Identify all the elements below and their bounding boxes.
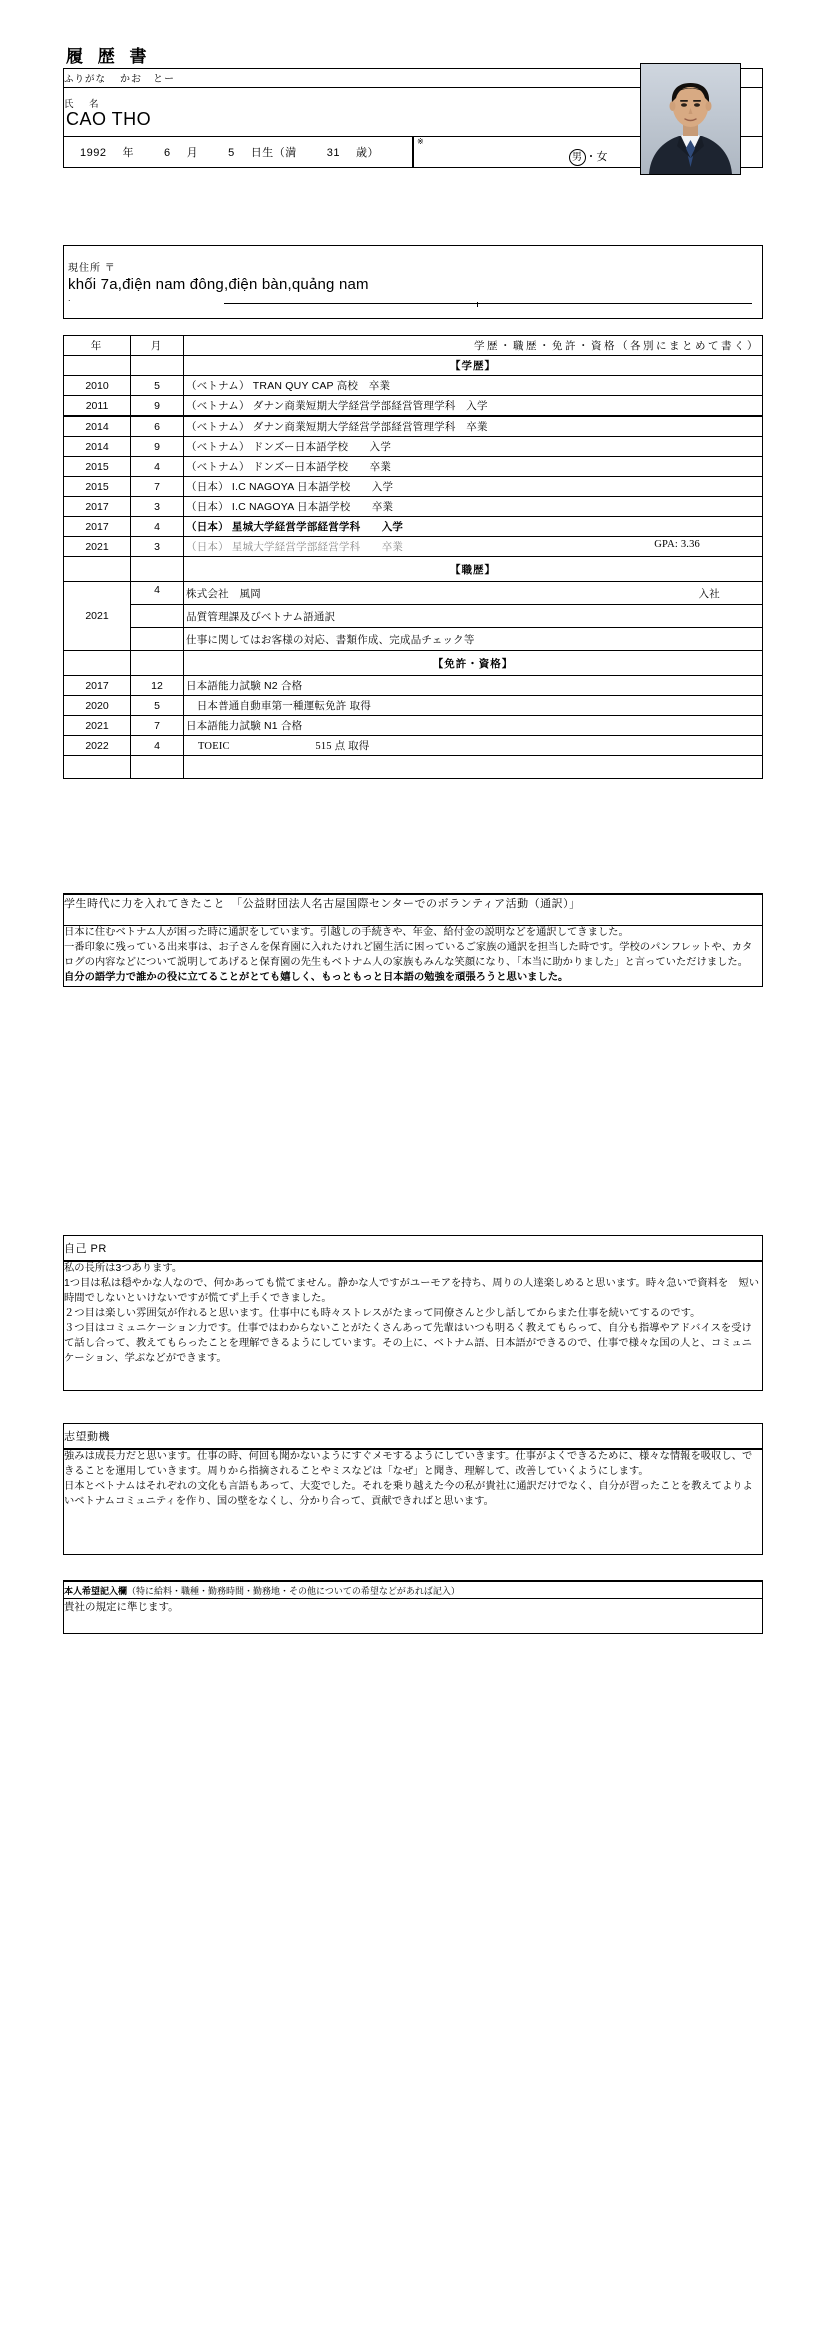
portrait-photo	[641, 64, 740, 174]
dob-text	[64, 147, 379, 159]
motivation-paragraph-1: 強みは成長力だと思います。仕事の時、何回も聞かないようにすぐメモするようにしていきます。仕事がよくできるために、様々な情報を吸収し、できることを運用していきます。周りから指摘されることやミスなどは「なぜ」と聞き、理解して、改善していくようにします。	[64, 1451, 753, 1477]
dob-cell	[64, 137, 414, 168]
table-row	[64, 537, 763, 557]
student-activity-closing: 自分の語学力で誰かの役に立てることがとても嬉しく、もっともっと日本語の勉強を頑張ろうと思いました。	[64, 971, 569, 983]
row-month: 4	[131, 736, 184, 756]
job-company-name: 株式会社 風岡	[186, 587, 261, 600]
table-row	[64, 736, 763, 756]
table-row	[64, 716, 763, 736]
table-row	[64, 376, 763, 396]
row-year: 2011	[64, 396, 131, 417]
row-year: 2014	[64, 437, 131, 457]
job-month-empty	[131, 605, 184, 628]
self-pr-paragraph-1: 私の長所は3つあります。	[64, 1263, 183, 1274]
empty-month	[131, 756, 184, 779]
empty-month	[131, 557, 184, 582]
table-row	[64, 582, 763, 605]
self-pr-body-row	[64, 1261, 763, 1391]
address-sub-line	[64, 293, 762, 307]
row-description	[184, 537, 763, 557]
self-pr-body	[64, 1261, 763, 1391]
row-month: 4	[131, 517, 184, 537]
wish-value: 貴社の規定に準じます。	[64, 1599, 763, 1634]
empty-month	[131, 356, 184, 376]
self-pr-title-row	[64, 1236, 763, 1262]
photo-frame	[640, 63, 741, 175]
row-year: 2020	[64, 696, 131, 716]
table-row	[64, 628, 763, 651]
row-description: （ベトナム） ドンズー日本語学校 入学	[184, 437, 763, 457]
empty-year	[64, 756, 131, 779]
row-year: 2021	[64, 716, 131, 736]
row-month: 3	[131, 497, 184, 517]
self-pr-block	[63, 1235, 763, 1391]
row-description: （ベトナム） ドンズー日本語学校 卒業	[184, 457, 763, 477]
wish-block	[63, 1580, 763, 1634]
row-description-text: （日本） 星城大学経営学部経営学科 卒業	[186, 541, 404, 553]
gpa-value: GPA: 3.36	[654, 539, 700, 550]
sex-male-selected[interactable]: 男	[569, 149, 586, 166]
row-year: 2015	[64, 477, 131, 497]
wish-title: 本人希望記入欄	[64, 1585, 128, 1596]
row-month: 7	[131, 716, 184, 736]
row-description: （ベトナム） TRAN QUY CAP 高校 卒業	[184, 376, 763, 396]
table-row	[64, 396, 763, 417]
row-year: 2015	[64, 457, 131, 477]
student-activity-block	[63, 893, 763, 987]
name-value: CAO THO	[66, 108, 152, 129]
history-table	[63, 335, 763, 779]
section-heading-row-education	[64, 356, 763, 376]
dob-day-suffix: 日生（満	[250, 147, 297, 159]
toeic-score: 515 点 取得	[315, 741, 370, 752]
row-description: （日本） I.C NAGOYA 日本語学校 卒業	[184, 497, 763, 517]
motivation-paragraph-2: 日本とベトナムはそれぞれの文化も言語もあって、大変でした。それを乗り越えた今の私が貴社に通訳だけでなく、自分が習ったことを教えてよりよいベトナムコミュニティを作り、国の壁をなくし、分かり合って、貢献できればと思います。	[64, 1480, 753, 1507]
row-year: 2014	[64, 416, 131, 437]
motivation-body	[64, 1449, 763, 1555]
empty-year	[64, 557, 131, 582]
wish-body-row	[64, 1599, 763, 1634]
student-activity-paragraph-2: 一番印象に残っている出来事は、お子さんを保育園に入れたけれど園生活に困っているご家族の通訳を担当した時です。学校のパンフレットや、カタログの内容などについて説明してあげると保育園の先生もベトナム人の家族もみんな笑顔になり、「本当に助かりました」と言っていただけました。	[64, 941, 753, 968]
address-row	[64, 246, 763, 319]
table-row	[64, 457, 763, 477]
student-activity-body	[64, 926, 763, 987]
row-year: 2010	[64, 376, 131, 396]
student-activity-title: 学生時代に力を入れてきたこと 「公益財団法人名古屋国際センターでのボランティア活動（通訳）」	[64, 894, 763, 926]
row-description: 日本語能力試験 N2 合格	[184, 676, 763, 696]
table-row	[64, 517, 763, 537]
address-sub-text: .	[68, 293, 71, 303]
sex-separator: ・	[585, 150, 597, 163]
job-duties: 仕事に関してはお客様の対応、書類作成、完成品チェック等	[184, 628, 763, 651]
student-activity-table	[63, 893, 763, 987]
dob-year-unit: 年	[122, 147, 134, 159]
dob-age: 31	[326, 147, 340, 159]
dob-month-unit: 月	[186, 147, 199, 159]
job-year: 2021	[64, 582, 131, 651]
header-month: 月	[131, 336, 184, 356]
table-row	[64, 605, 763, 628]
history-block	[63, 335, 763, 779]
row-month: 3	[131, 537, 184, 557]
table-row	[64, 416, 763, 437]
motivation-table	[63, 1423, 763, 1555]
self-pr-paragraph-3: ２つ目は楽しい雰囲気が作れると思います。仕事中にも時々ストレスがたまって同僚さんと少し話してからまた仕事を続いてするのです。	[64, 1307, 701, 1319]
dob-month: 6	[163, 147, 171, 159]
student-activity-paragraph-1: 日本に住むベトナム人が困った時に通訳をしています。引越しの手続きや、年金、給付金の説明などを通訳してきました。	[64, 927, 629, 938]
motivation-body-row	[64, 1449, 763, 1555]
header-year: 年	[64, 336, 131, 356]
row-description: 日本語能力試験 N1 合格	[184, 716, 763, 736]
job-month: 4	[131, 582, 184, 605]
row-month: 6	[131, 416, 184, 437]
table-row	[64, 437, 763, 457]
empty-month	[131, 651, 184, 676]
table-row	[64, 696, 763, 716]
job-company-row	[184, 582, 763, 605]
row-description: （ベトナム） ダナン商業短期大学経営学部経営管理学科 入学	[184, 396, 763, 417]
self-pr-paragraph-2: 1つ目は私は穏やかな人なので、何かあっても慌てません。静かな人ですがユーモアを持ち、周りの人達楽しめると思います。時々急いで資料を 短い時間でしないといけないですが慌てず上手くできました。	[64, 1277, 760, 1304]
section-heading-row-license	[64, 651, 763, 676]
section-heading-license: 【免許・資格】	[184, 651, 763, 676]
self-pr-table	[63, 1235, 763, 1391]
reference-mark-icon: ※	[417, 137, 424, 146]
wish-title-cell	[64, 1581, 763, 1599]
page-title: 履 歴 書	[66, 47, 152, 66]
job-month-empty	[131, 628, 184, 651]
row-description: （日本） 星城大学経営学部経営学科 入学	[184, 517, 763, 537]
history-header-row	[64, 336, 763, 356]
row-month: 12	[131, 676, 184, 696]
row-month: 9	[131, 437, 184, 457]
furigana-label: ふりがな	[64, 74, 107, 85]
address-rule	[224, 303, 752, 304]
address-value: khối 7a,điện nam đông,điện bàn,quảng nam	[68, 276, 369, 293]
row-year: 2017	[64, 676, 131, 696]
dob-day: 5	[228, 147, 235, 159]
address-block	[63, 245, 763, 319]
row-description	[184, 736, 763, 756]
name-label: 氏 名	[64, 98, 102, 110]
job-joined-label: 入社	[698, 587, 720, 600]
student-activity-title-row	[64, 894, 763, 926]
row-year: 2017	[64, 497, 131, 517]
address-cell	[64, 246, 763, 319]
row-description: （ベトナム） ダナン商業短期大学経営学部経営管理学科 卒業	[184, 416, 763, 437]
wish-title-row	[64, 1581, 763, 1599]
row-description: （日本） I.C NAGOYA 日本語学校 入学	[184, 477, 763, 497]
motivation-title-row	[64, 1424, 763, 1450]
self-pr-paragraph-4: ３つ目はコミュニケーション力です。仕事ではわからないことがたくさんあって先輩はいつも明るく教えてもらって、自分も指導やアドバイスを受けて話し合って、教えてもらったことを理解できるようにしています。その上に、ベトナム語、日本語ができるので、仕事で様々な国の人と、コミュニケーション、学ぶなどができます。	[64, 1322, 752, 1364]
section-heading-education: 【学歴】	[184, 356, 763, 376]
wish-table	[63, 1580, 763, 1634]
section-heading-row-work	[64, 557, 763, 582]
empty-desc	[184, 756, 763, 779]
address-table	[63, 245, 763, 319]
sex-female[interactable]: 女	[596, 150, 608, 163]
student-activity-body-row	[64, 926, 763, 987]
section-heading-work: 【職歴】	[184, 557, 763, 582]
job-department: 品質管理課及びベトナム語通訳	[184, 605, 763, 628]
row-year: 2021	[64, 537, 131, 557]
row-year: 2022	[64, 736, 131, 756]
wish-note: （特に給料・職種・勤務時間・勤務地・その他についての希望などがあれば記入）	[127, 1585, 460, 1596]
empty-year	[64, 651, 131, 676]
toeic-label: TOEIC	[198, 741, 230, 752]
row-month: 5	[131, 376, 184, 396]
empty-year	[64, 356, 131, 376]
table-row	[64, 497, 763, 517]
table-row	[64, 676, 763, 696]
row-year: 2017	[64, 517, 131, 537]
row-description: 日本普通自動車第一種運転免許 取得	[184, 696, 763, 716]
motivation-block	[63, 1423, 763, 1555]
furigana-value: かお とー	[120, 74, 176, 85]
motivation-title: 志望動機	[64, 1424, 763, 1450]
row-month: 9	[131, 396, 184, 417]
address-label: 現住所 〒	[68, 263, 116, 274]
row-month: 4	[131, 457, 184, 477]
header-description: 学歴・職歴・免許・資格（各別にまとめて書く）	[184, 336, 763, 356]
dob-year: 1992	[80, 147, 107, 159]
row-month: 5	[131, 696, 184, 716]
row-month: 7	[131, 477, 184, 497]
dob-age-suffix: 歳）	[355, 147, 379, 159]
self-pr-title: 自己 PR	[64, 1236, 763, 1262]
table-row	[64, 477, 763, 497]
spacer-row	[64, 756, 763, 779]
